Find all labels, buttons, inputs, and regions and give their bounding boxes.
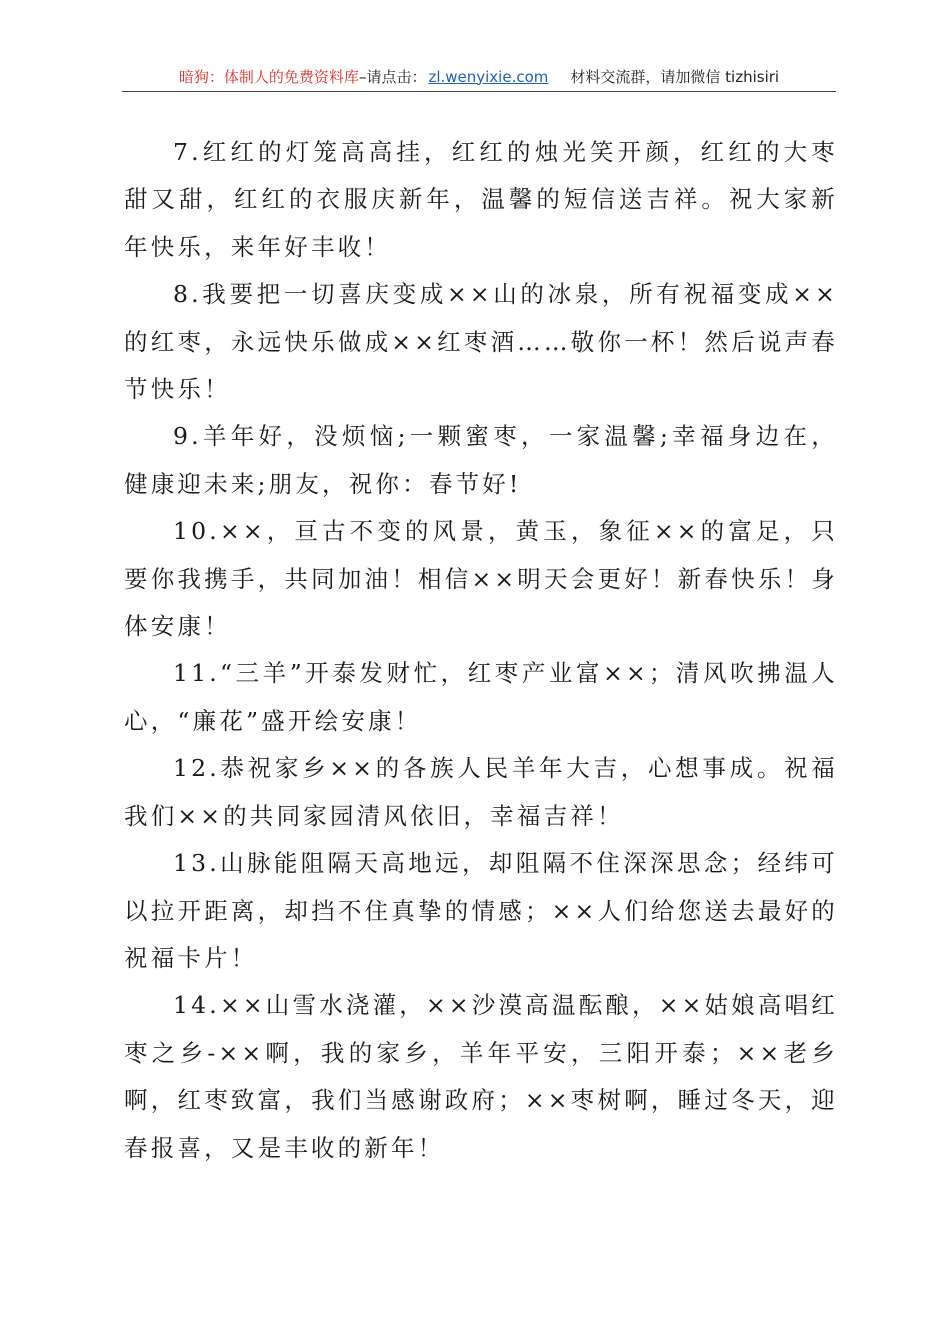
group-text: 材料交流群，请加微信 tizhisiri [570, 68, 780, 86]
site-link[interactable]: zl.wenyixie.com [428, 67, 549, 86]
paragraph-13: 13.山脉能阻隔天高地远，却阻隔不住深深思念；经纬可以拉开距离，却挡不住真挚的情感；××人们给您送去最好的祝福卡片！ [124, 849, 838, 972]
paragraph-7: 7.红红的灯笼高高挂，红红的烛光笑开颜，红红的大枣甜又甜，红红的衣服庆新年，温馨的短信送吉祥。祝大家新年快乐，来年好丰收！ [124, 138, 838, 261]
paragraph-8: 8.我要把一切喜庆变成××山的冰泉，所有祝福变成××的红枣，永远快乐做成××红枣酒……敬你一杯！然后说声春节快乐！ [124, 280, 838, 404]
paragraph-14: 14.××山雪水浇灌，××沙漠高温酝酿，××姑娘高唱红枣之乡-××啊，我的家乡，羊年平安，三阳开泰；××老乡啊，红枣致富，我们当感谢政府；××枣树啊，睡过冬天，迎春报喜，又是丰收的新年！ [124, 991, 838, 1162]
paragraph-10: 10.××，亘古不变的风景，黄玉，象征××的富足，只要你我携手，共同加油！相信××明天会更好！新春快乐！身体安康！ [124, 517, 838, 641]
document-body [124, 129, 838, 1172]
click-prompt: –请点击： [358, 68, 427, 86]
paragraph-12: 12.恭祝家乡××的各族人民羊年大吉，心想事成。祝福我们××的共同家园清风依旧，幸福吉祥！ [124, 754, 838, 830]
page-header [122, 66, 836, 92]
site-name: 暗狗：体制人的免费资料库 [178, 68, 359, 86]
paragraph-11: 11.“三羊”开泰发财忙，红枣产业富××；清风吹拂温人心，“廉花”盛开绘安康！ [124, 659, 838, 735]
paragraph-9: 9.羊年好，没烦恼;一颗蜜枣，一家温馨;幸福身边在，健康迎未来;朋友，祝你：春节好! [124, 422, 838, 498]
